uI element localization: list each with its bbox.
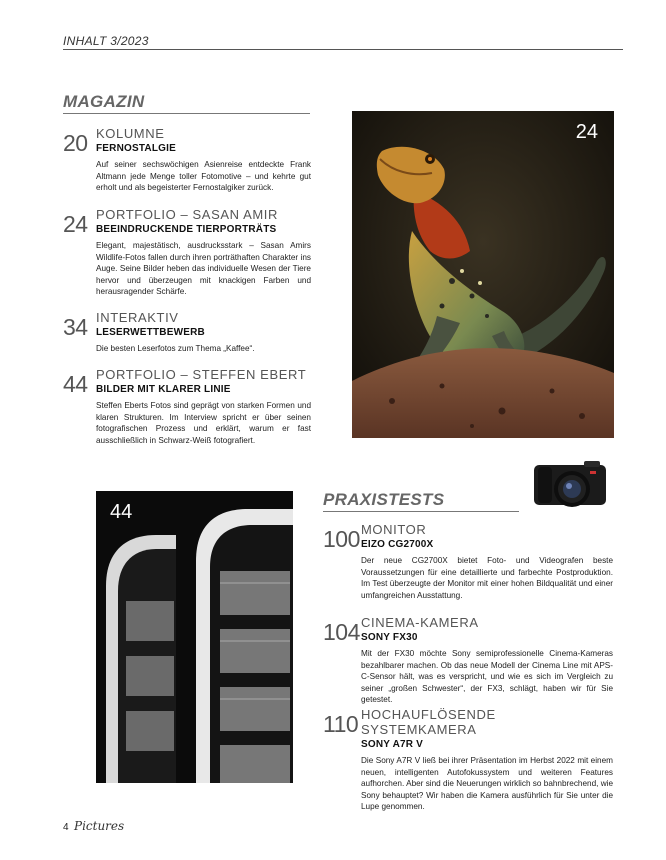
article-description: Die besten Leserfotos zum Thema „Kaffee“. — [96, 344, 255, 353]
article-portfolio-ebert[interactable] — [63, 367, 313, 452]
article-page-number: 34 — [63, 314, 88, 340]
article-interaktiv[interactable] — [63, 310, 313, 360]
article-systemkamera[interactable] — [323, 707, 613, 812]
article-category: CINEMA-KAMERA — [361, 615, 479, 630]
article-title[interactable]: SONY A7R V — [361, 739, 424, 750]
article-kolumne[interactable] — [63, 126, 313, 201]
article-cinema-kamera[interactable] — [323, 615, 613, 705]
article-title[interactable]: FERNOSTALGIE — [96, 143, 176, 154]
article-title[interactable]: LESERWETTBEWERB — [96, 327, 205, 338]
article-category: INTERAKTIV — [96, 310, 179, 325]
lizard-photo[interactable] — [352, 111, 614, 438]
section-title-praxistests: PRAXISTESTS — [323, 490, 445, 509]
praxistests-rule — [323, 511, 519, 512]
article-page-number: 110 — [323, 711, 359, 737]
article-page-number: 24 — [63, 211, 88, 237]
article-title[interactable]: SONY FX30 — [361, 632, 418, 643]
header-rule — [63, 49, 623, 50]
article-category: PORTFOLIO – SASAN AMIR — [96, 207, 279, 222]
issue-header: INHALT 3/2023 — [63, 34, 149, 48]
article-category: KOLUMNE — [96, 126, 165, 141]
building-photo-page-label: 44 — [110, 501, 133, 523]
magazine-logo: Pictures — [74, 819, 125, 833]
lizard-illustration — [352, 111, 614, 438]
article-description: Mit der FX30 möchte Sony semiprofessionelle Cinema-Kameras bezahlbarer machen. Ob das neue Modell der Cinema Line mit APS-C-Sensor hält, was es verspricht, und wie es sich im Vergleich zu seiner „großen Schwester“, der FX3, schlägt, haben wir für Sie getestet. — [361, 649, 613, 705]
article-title[interactable]: EIZO CG2700X — [361, 539, 434, 550]
article-description: Steffen Eberts Fotos sind geprägt von starken Formen und klaren Strukturen. Im Interview spricht er über seinen fotografischen Prozess und erklärt, warum er fast ausschließlich in Schwarz-Weiß fotografiert. — [96, 401, 311, 445]
article-description: Der neue CG2700X bietet Foto- und Videografen beste Voraussetzungen für eine detaillierte und farbechte Postproduktion. Im Test überzeugte der Monitor mit einer hohen Bildqualität und einer umfangreichen Ausstattung. — [361, 556, 613, 600]
article-category: MONITOR — [361, 522, 427, 537]
section-title-magazin: MAGAZIN — [63, 92, 145, 111]
camera-image[interactable] — [528, 455, 610, 513]
article-page-number: 104 — [323, 619, 360, 645]
article-title[interactable]: BEEINDRUCKENDE TIERPORTRÄTS — [96, 224, 277, 235]
building-illustration — [96, 491, 293, 783]
article-page-number: 44 — [63, 371, 88, 397]
camera-icon — [528, 455, 610, 513]
article-portfolio-amir[interactable] — [63, 207, 313, 307]
article-monitor[interactable] — [323, 522, 613, 607]
article-description: Auf seiner sechswöchigen Asienreise entdeckte Frank Altmann jede Menge toller Fotomotive – und kehrte gut erholt und als begeisterter Fernostalgiker zurück. — [96, 160, 311, 193]
article-description: Elegant, majestätisch, ausdrucksstark – Sasan Amirs Wildlife-Fotos fallen durch ihren porträthaften Charakter ins Auge. Seine Bilder heben das individuelle Wesen der Tiere hervor und überzeugen mit knackigen Farben und herausragender Schärfe. — [96, 241, 311, 297]
article-category: HOCHAUFLÖSENDE SYSTEMKAMERA — [361, 707, 496, 737]
article-category: PORTFOLIO – STEFFEN EBERT — [96, 367, 307, 382]
article-page-number: 20 — [63, 130, 88, 156]
magazin-rule — [63, 113, 310, 114]
building-photo[interactable] — [96, 491, 293, 783]
lizard-photo-page-label: 24 — [575, 121, 598, 143]
article-page-number: 100 — [323, 526, 360, 552]
article-description: Die Sony A7R V ließ bei ihrer Präsentation im Herbst 2022 mit einem neuen, intelligenten Autofokussystem und weiteren Features aufhorchen. Aber sind die Neuerungen wirklich so bahnbrechend, wie Sony behauptet? Wir haben die Kamera ausführlich für Sie unter die Lupe genommen. — [361, 756, 613, 812]
page-number: 4 — [63, 822, 69, 833]
article-title[interactable]: BILDER MIT KLARER LINIE — [96, 384, 231, 395]
